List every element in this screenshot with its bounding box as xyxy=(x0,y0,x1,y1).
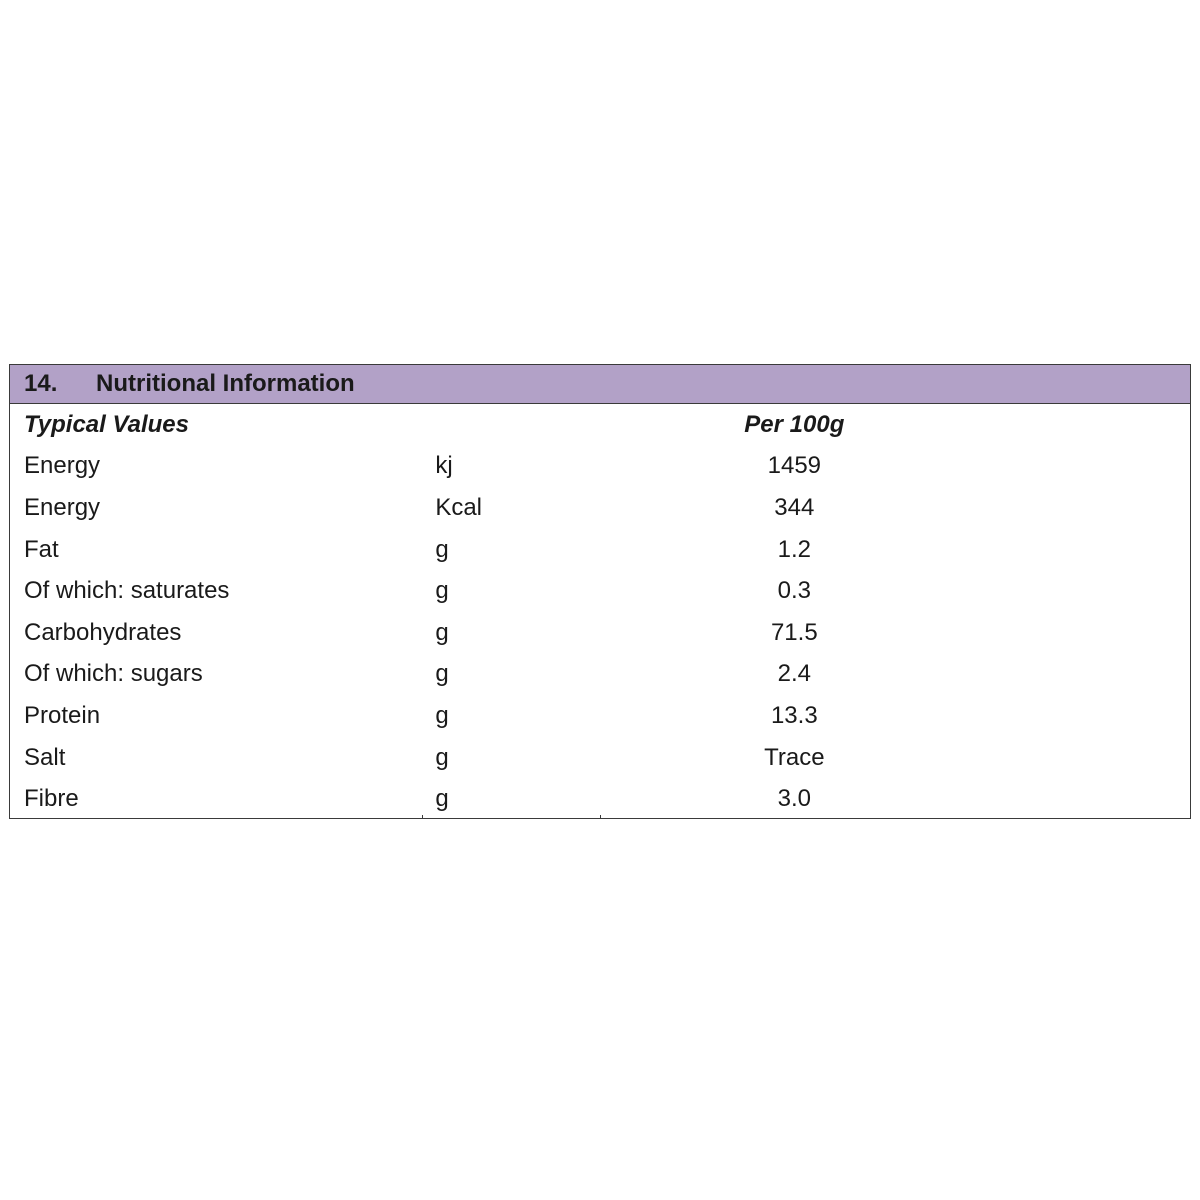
nutrition-section xyxy=(9,364,1191,819)
nutrient-name: Fat xyxy=(24,535,59,563)
nutrient-value: 1.2 xyxy=(777,535,811,563)
table-row xyxy=(10,612,1190,654)
column-divider-tick xyxy=(422,815,423,819)
table-header-row xyxy=(10,404,1190,446)
nutrient-unit: Kcal xyxy=(435,493,483,521)
nutrient-unit: g xyxy=(435,701,449,729)
table-row xyxy=(10,487,1190,529)
column-header-typical-values: Typical Values xyxy=(24,410,189,438)
column-divider-tick xyxy=(600,815,601,819)
nutrition-table xyxy=(10,404,1190,820)
section-title: Nutritional Information xyxy=(96,370,355,397)
nutrient-name: Protein xyxy=(24,701,101,729)
nutrient-unit: g xyxy=(435,660,449,688)
nutrient-unit: g xyxy=(435,785,449,813)
nutrient-value: 71.5 xyxy=(770,618,818,646)
nutrient-name: Energy xyxy=(24,452,101,480)
table-row xyxy=(10,654,1190,696)
table-row xyxy=(10,446,1190,488)
table-row xyxy=(10,737,1190,779)
nutrient-unit: kj xyxy=(435,452,453,480)
table-row xyxy=(10,570,1190,612)
nutrient-value: 13.3 xyxy=(770,701,818,729)
nutrient-value: 3.0 xyxy=(777,785,811,813)
nutrient-name: Carbohydrates xyxy=(24,618,182,646)
section-header xyxy=(10,365,1190,404)
nutrient-unit: g xyxy=(435,743,449,771)
nutrient-name: Of which: saturates xyxy=(24,577,230,605)
nutrient-name: Fibre xyxy=(24,785,79,813)
nutrient-unit: g xyxy=(435,618,449,646)
nutrient-name: Energy xyxy=(24,493,101,521)
nutrient-value: 344 xyxy=(774,493,815,521)
nutrient-value: 2.4 xyxy=(777,660,811,688)
nutrient-unit: g xyxy=(435,577,449,605)
table-row xyxy=(10,529,1190,571)
nutrient-value: 1459 xyxy=(767,452,822,480)
column-header-per-100g: Per 100g xyxy=(744,410,845,438)
section-number: 14. xyxy=(24,370,58,397)
nutrient-value: 0.3 xyxy=(777,577,811,605)
nutrient-name: Salt xyxy=(24,743,66,771)
nutrient-value: Trace xyxy=(764,743,825,771)
table-row xyxy=(10,778,1190,820)
table-row xyxy=(10,695,1190,737)
nutrient-name: Of which: sugars xyxy=(24,660,203,688)
nutrient-unit: g xyxy=(435,535,449,563)
